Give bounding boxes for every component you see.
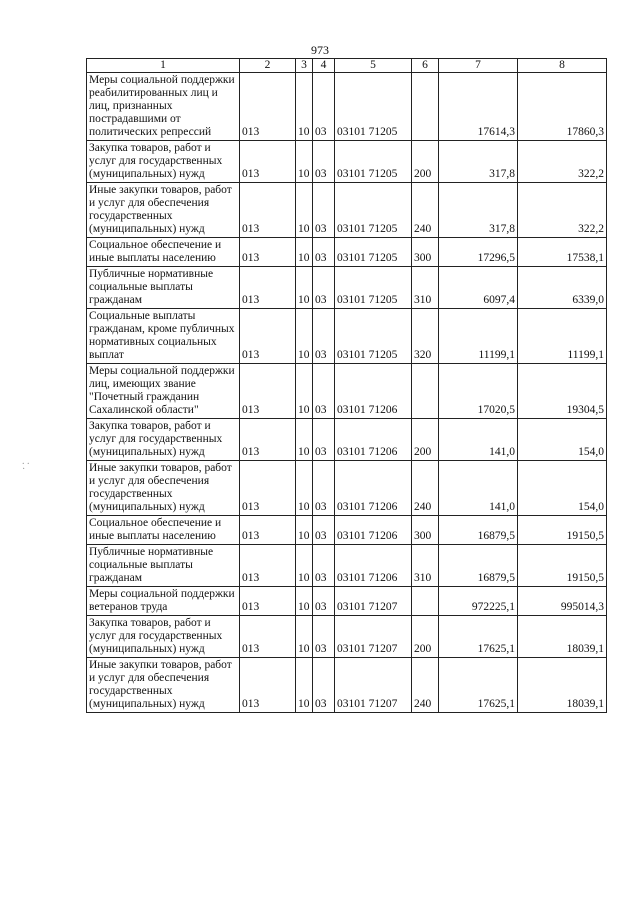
row-type-cell: 200 <box>412 419 439 461</box>
row-year1-value: 6097,4 <box>439 267 518 309</box>
row-section-cell: 10 <box>296 587 313 616</box>
row-name-cell: Социальные выплаты гражданам, кроме публичных нормативных социальных выплат <box>87 309 240 364</box>
row-year1-value: 17296,5 <box>439 238 518 267</box>
row-name-cell: Меры социальной поддержки лиц, имеющих звание "Почетный гражданин Сахалинской области" <box>87 364 240 419</box>
row-year1-value: 17625,1 <box>439 616 518 658</box>
row-target-cell: 03101 71205 <box>335 238 412 267</box>
row-year1-value: 972225,1 <box>439 587 518 616</box>
row-section-cell: 10 <box>296 238 313 267</box>
row-target-cell: 03101 71205 <box>335 73 412 141</box>
row-type-cell: 200 <box>412 141 439 183</box>
row-name-cell: Социальное обеспечение и иные выплаты населению <box>87 516 240 545</box>
row-year1-value: 17625,1 <box>439 658 518 713</box>
row-type-cell: 300 <box>412 516 439 545</box>
row-year2-value: 995014,3 <box>518 587 607 616</box>
row-name-cell: Закупка товаров, работ и услуг для государственных (муниципальных) нужд <box>87 141 240 183</box>
row-name-cell: Иные закупки товаров, работ и услуг для обеспечения государственных (муниципальных) нужд <box>87 658 240 713</box>
row-section-cell: 10 <box>296 419 313 461</box>
page-number: 973 <box>311 43 329 57</box>
row-name-cell: Закупка товаров, работ и услуг для государственных (муниципальных) нужд <box>87 616 240 658</box>
table-row <box>87 545 607 587</box>
row-subsection-cell: 03 <box>313 141 335 183</box>
table-header-row <box>87 59 607 73</box>
row-year2-value: 11199,1 <box>518 309 607 364</box>
row-target-cell: 03101 71206 <box>335 461 412 516</box>
row-year1-value: 11199,1 <box>439 309 518 364</box>
table-row <box>87 238 607 267</box>
row-ministry-cell: 013 <box>240 141 296 183</box>
row-target-cell: 03101 71207 <box>335 587 412 616</box>
row-name-cell: Социальное обеспечение и иные выплаты населению <box>87 238 240 267</box>
row-year2-value: 18039,1 <box>518 616 607 658</box>
row-ministry-cell: 013 <box>240 309 296 364</box>
row-year2-value: 19304,5 <box>518 364 607 419</box>
row-target-cell: 03101 71206 <box>335 419 412 461</box>
row-type-cell: 320 <box>412 309 439 364</box>
row-target-cell: 03101 71205 <box>335 309 412 364</box>
row-name-cell: Иные закупки товаров, работ и услуг для обеспечения государственных (муниципальных) нужд <box>87 183 240 238</box>
row-target-cell: 03101 71207 <box>335 616 412 658</box>
table-row <box>87 658 607 713</box>
row-year2-value: 154,0 <box>518 419 607 461</box>
row-section-cell: 10 <box>296 658 313 713</box>
row-ministry-cell: 013 <box>240 267 296 309</box>
table-row <box>87 516 607 545</box>
row-type-cell: 240 <box>412 658 439 713</box>
row-type-cell: 240 <box>412 461 439 516</box>
row-year2-value: 17860,3 <box>518 73 607 141</box>
row-subsection-cell: 03 <box>313 309 335 364</box>
row-section-cell: 10 <box>296 545 313 587</box>
table-row <box>87 419 607 461</box>
row-name-cell: Меры социальной поддержки реабилитированных лиц и лиц, признанных пострадавшими от политических репрессий <box>87 73 240 141</box>
header-cell: 6 <box>412 59 439 73</box>
row-subsection-cell: 03 <box>313 658 335 713</box>
table-row <box>87 587 607 616</box>
row-subsection-cell: 03 <box>313 516 335 545</box>
row-section-cell: 10 <box>296 309 313 364</box>
row-type-cell: 300 <box>412 238 439 267</box>
row-section-cell: 10 <box>296 73 313 141</box>
row-type-cell: 310 <box>412 267 439 309</box>
row-target-cell: 03101 71207 <box>335 658 412 713</box>
table-row <box>87 364 607 419</box>
row-section-cell: 10 <box>296 141 313 183</box>
row-subsection-cell: 03 <box>313 364 335 419</box>
row-year2-value: 18039,1 <box>518 658 607 713</box>
row-name-cell: Закупка товаров, работ и услуг для государственных (муниципальных) нужд <box>87 419 240 461</box>
row-ministry-cell: 013 <box>240 238 296 267</box>
row-section-cell: 10 <box>296 267 313 309</box>
row-year1-value: 17614,3 <box>439 73 518 141</box>
table-row <box>87 309 607 364</box>
table-row <box>87 141 607 183</box>
row-type-cell: 310 <box>412 545 439 587</box>
row-year2-value: 19150,5 <box>518 516 607 545</box>
scan-speck-marks: . . · <box>22 456 30 475</box>
row-name-cell: Меры социальной поддержки ветеранов труда <box>87 587 240 616</box>
header-cell: 8 <box>518 59 607 73</box>
row-year2-value: 17538,1 <box>518 238 607 267</box>
row-type-cell: 200 <box>412 616 439 658</box>
row-year1-value: 16879,5 <box>439 516 518 545</box>
row-subsection-cell: 03 <box>313 73 335 141</box>
row-type-cell <box>412 364 439 419</box>
row-target-cell: 03101 71206 <box>335 364 412 419</box>
table-row <box>87 267 607 309</box>
row-type-cell <box>412 73 439 141</box>
row-target-cell: 03101 71206 <box>335 545 412 587</box>
row-subsection-cell: 03 <box>313 238 335 267</box>
row-subsection-cell: 03 <box>313 616 335 658</box>
row-subsection-cell: 03 <box>313 183 335 238</box>
budget-table <box>86 58 607 713</box>
header-cell: 2 <box>240 59 296 73</box>
header-cell: 1 <box>87 59 240 73</box>
row-year2-value: 322,2 <box>518 183 607 238</box>
row-ministry-cell: 013 <box>240 364 296 419</box>
row-year2-value: 322,2 <box>518 141 607 183</box>
row-year2-value: 6339,0 <box>518 267 607 309</box>
row-year1-value: 17020,5 <box>439 364 518 419</box>
row-year1-value: 16879,5 <box>439 545 518 587</box>
row-year2-value: 154,0 <box>518 461 607 516</box>
row-year1-value: 317,8 <box>439 183 518 238</box>
row-target-cell: 03101 71205 <box>335 141 412 183</box>
row-ministry-cell: 013 <box>240 616 296 658</box>
row-ministry-cell: 013 <box>240 73 296 141</box>
row-name-cell: Публичные нормативные социальные выплаты гражданам <box>87 267 240 309</box>
row-name-cell: Иные закупки товаров, работ и услуг для обеспечения государственных (муниципальных) нужд <box>87 461 240 516</box>
header-cell: 3 <box>296 59 313 73</box>
row-ministry-cell: 013 <box>240 545 296 587</box>
table-row <box>87 73 607 141</box>
row-subsection-cell: 03 <box>313 419 335 461</box>
row-type-cell <box>412 587 439 616</box>
row-year1-value: 141,0 <box>439 419 518 461</box>
row-year2-value: 19150,5 <box>518 545 607 587</box>
row-section-cell: 10 <box>296 364 313 419</box>
row-target-cell: 03101 71205 <box>335 267 412 309</box>
row-ministry-cell: 013 <box>240 419 296 461</box>
table-row <box>87 616 607 658</box>
row-section-cell: 10 <box>296 516 313 545</box>
header-cell: 4 <box>313 59 335 73</box>
row-section-cell: 10 <box>296 183 313 238</box>
row-subsection-cell: 03 <box>313 461 335 516</box>
row-subsection-cell: 03 <box>313 267 335 309</box>
row-subsection-cell: 03 <box>313 545 335 587</box>
row-subsection-cell: 03 <box>313 587 335 616</box>
row-year1-value: 141,0 <box>439 461 518 516</box>
row-ministry-cell: 013 <box>240 461 296 516</box>
table-row <box>87 461 607 516</box>
row-type-cell: 240 <box>412 183 439 238</box>
row-ministry-cell: 013 <box>240 183 296 238</box>
row-section-cell: 10 <box>296 461 313 516</box>
table-row <box>87 183 607 238</box>
header-cell: 5 <box>335 59 412 73</box>
row-section-cell: 10 <box>296 616 313 658</box>
row-ministry-cell: 013 <box>240 587 296 616</box>
header-cell: 7 <box>439 59 518 73</box>
row-year1-value: 317,8 <box>439 141 518 183</box>
row-ministry-cell: 013 <box>240 516 296 545</box>
row-target-cell: 03101 71205 <box>335 183 412 238</box>
row-target-cell: 03101 71206 <box>335 516 412 545</box>
row-name-cell: Публичные нормативные социальные выплаты гражданам <box>87 545 240 587</box>
row-ministry-cell: 013 <box>240 658 296 713</box>
